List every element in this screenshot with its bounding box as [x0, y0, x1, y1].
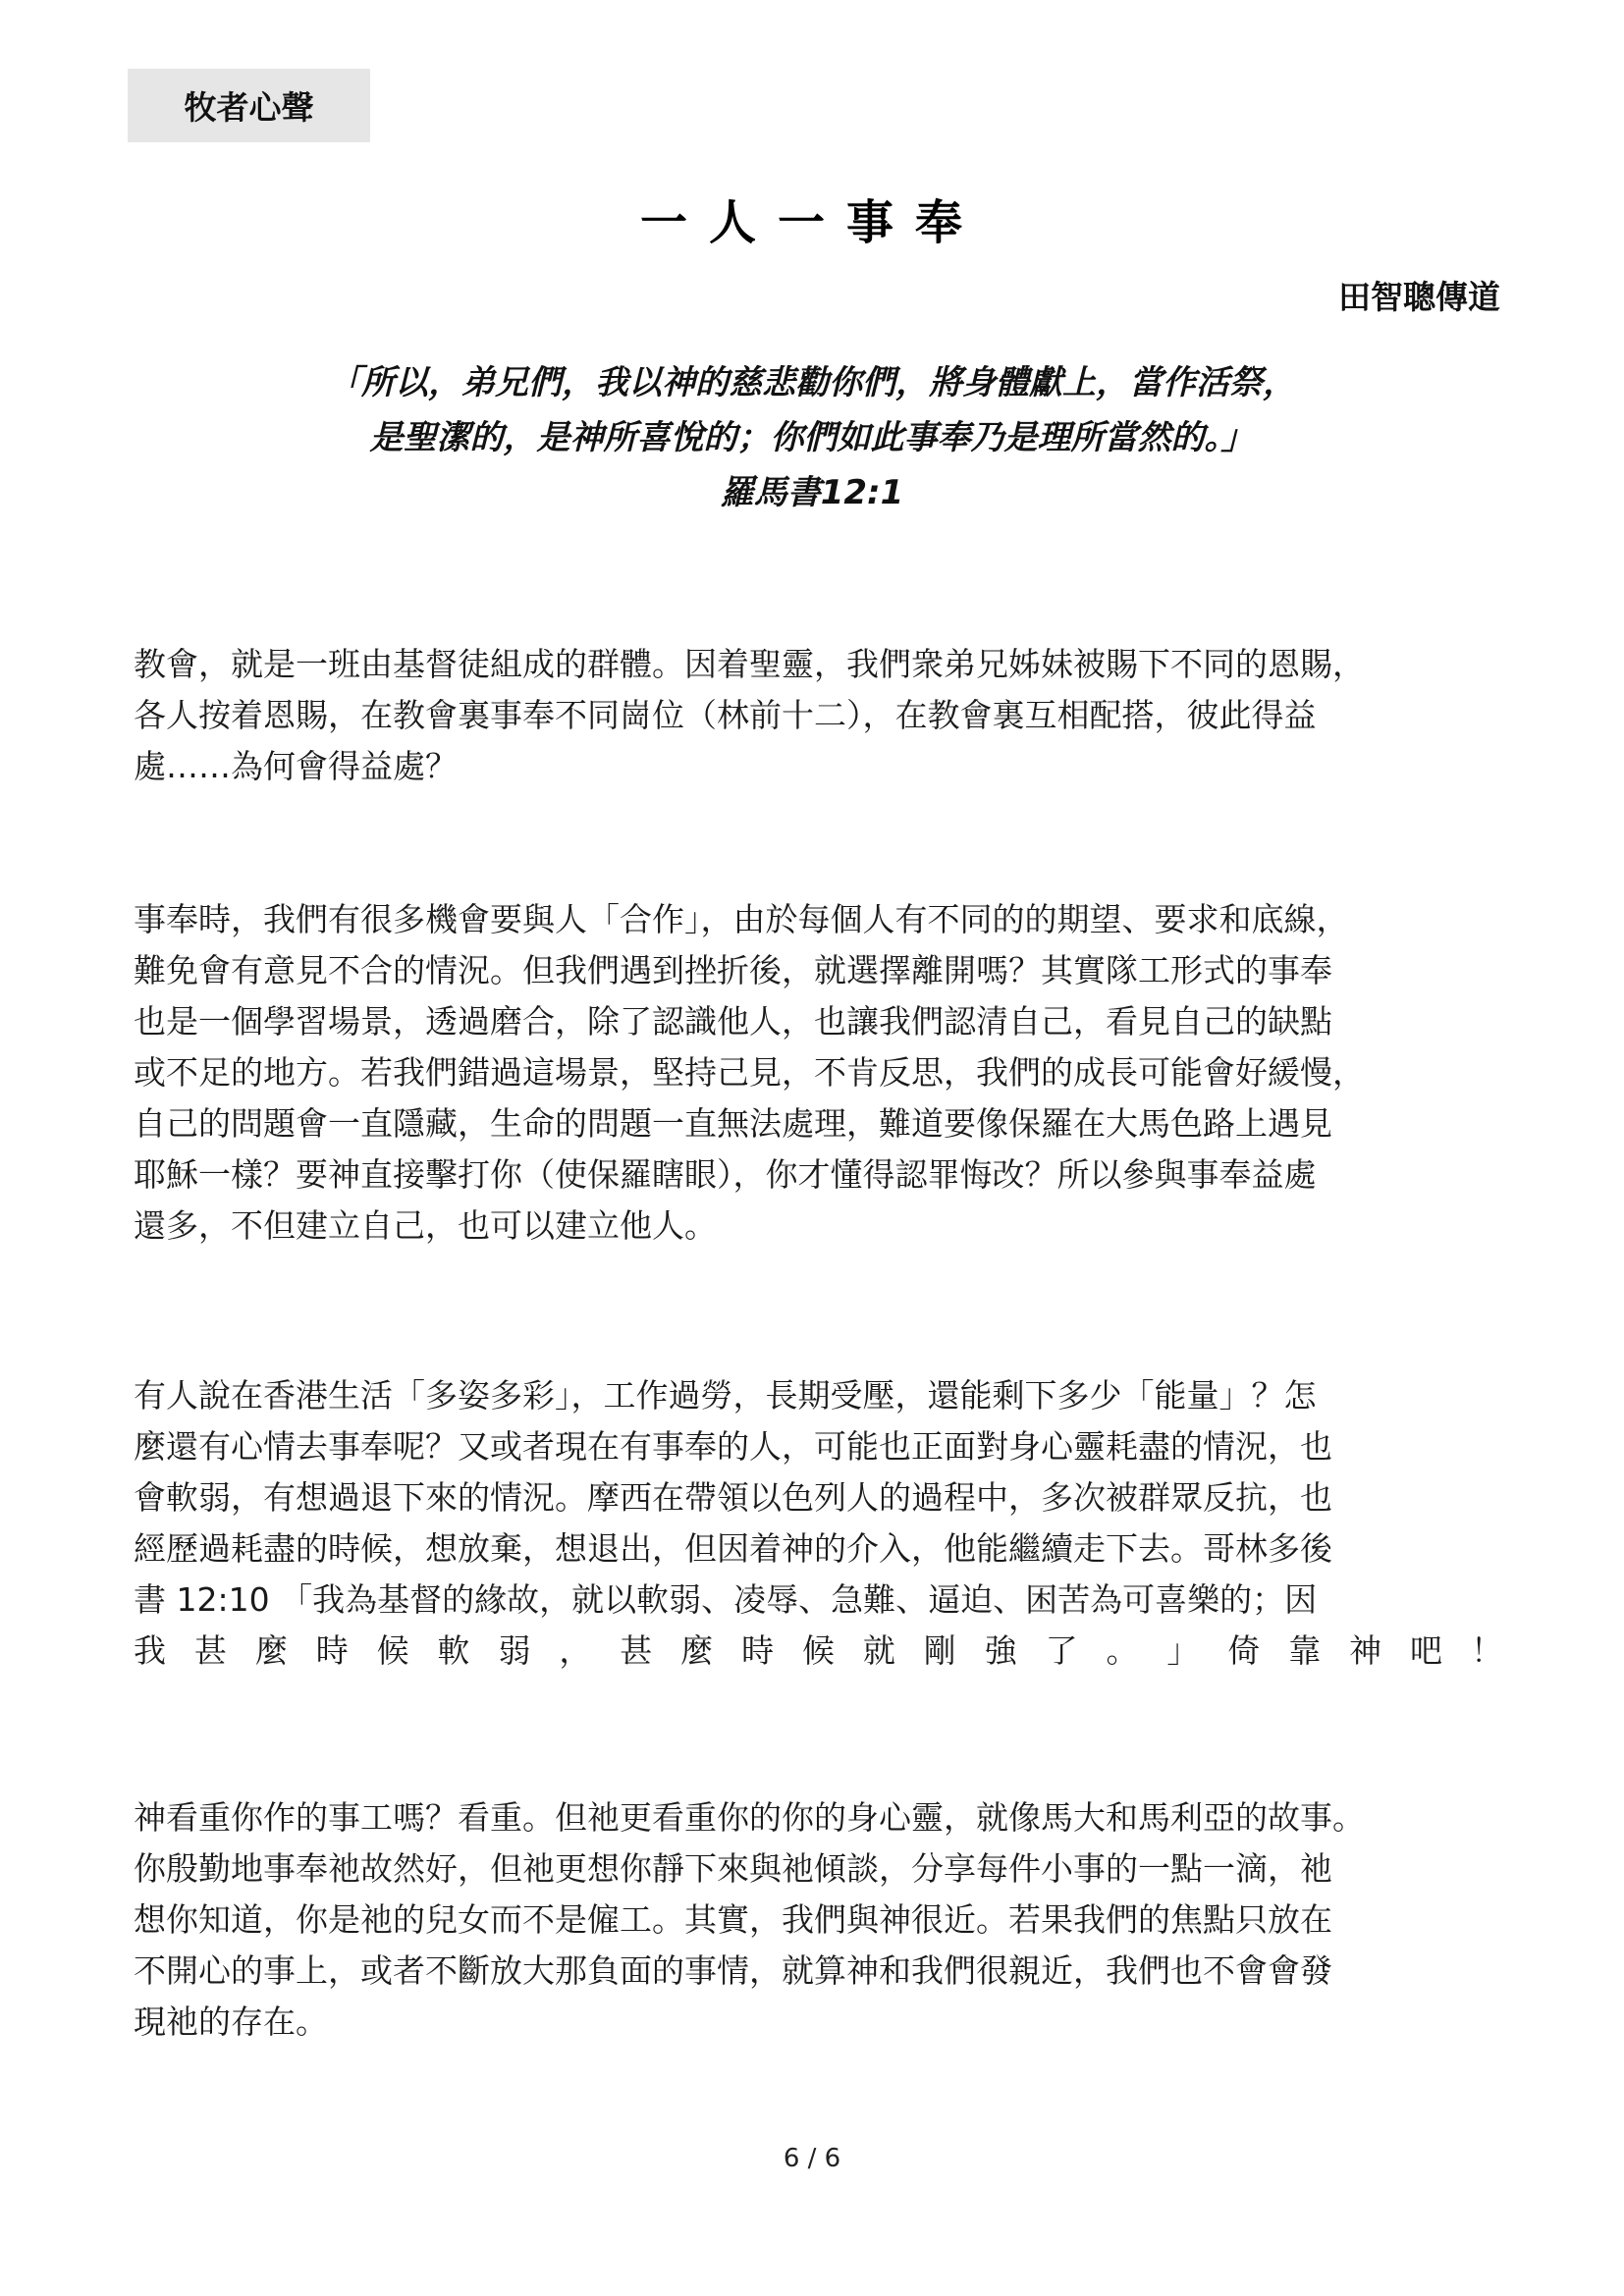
paragraph-line: 會軟弱，有想過退下來的情況。摩西在帶領以色列人的過程中，多次被群眾反抗，也: [134, 1478, 1332, 1517]
justified-char: 候: [376, 1631, 409, 1670]
justified-line: [134, 1626, 1503, 1677]
justified-char: 強: [984, 1631, 1017, 1670]
paragraph-line: 難免會有意見不合的情況。但我們遇到挫折後，就選擇離開嗎？其實隊工形式的事奉: [134, 951, 1332, 989]
paragraph-line: 處……為何會得益處？: [134, 747, 458, 785]
section-tag-label: 牧者心聲: [184, 88, 314, 127]
justified-char: 時: [741, 1631, 775, 1670]
justified-char: 麼: [680, 1631, 714, 1670]
paragraph-line: 神看重你作的事工嗎？看重。但祂更看重你的你的身心靈，就像馬大和馬利亞的故事。: [134, 1798, 1365, 1837]
justified-char: 就: [862, 1631, 895, 1670]
justified-char: 神: [1349, 1631, 1382, 1670]
paragraph-line: 有人說在香港生活「多姿多彩」，工作過勞，長期受壓，還能剩下多少「能量」？怎: [134, 1376, 1317, 1415]
justified-char: 。: [1106, 1631, 1139, 1670]
justified-char: 」: [1166, 1631, 1200, 1670]
paragraph-2: [134, 894, 1503, 1252]
paragraph-line: 你殷勤地事奉祂故然好，但祂更想你靜下來與祂傾談，分享每件小事的一點一滴，祂: [134, 1849, 1332, 1888]
justified-char: 靠: [1288, 1631, 1322, 1670]
verse-line: 「所以，弟兄們，我以神的慈悲勸你們，將身體獻上，當作活祭，: [328, 363, 1296, 402]
justified-char: 了: [1045, 1631, 1078, 1670]
justified-char: 吧: [1410, 1631, 1443, 1670]
verse-line: 是聖潔的，是神所喜悅的；你們如此事奉乃是理所當然的。」: [369, 418, 1255, 457]
paragraph-3: [134, 1370, 1503, 1677]
page-number: 6 / 6: [783, 2144, 841, 2173]
paragraph-line: 各人按着恩賜，在教會裏事奉不同崗位（林前十二），在教會裏互相配搭，彼此得益: [134, 696, 1317, 734]
justified-char: 甚: [193, 1631, 227, 1670]
paragraph-line: 教會，就是一班由基督徒組成的群體。因着聖靈，我們衆弟兄姊妹被賜下不同的恩賜，: [134, 645, 1365, 683]
paragraph-line: 還多，不但建立自己，也可以建立他人。: [134, 1206, 717, 1245]
paragraph-line: 麼還有心情去事奉呢？又或者現在有事奉的人，可能也正面對身心靈耗盡的情況，也: [134, 1427, 1332, 1466]
justified-char: ！: [1470, 1631, 1503, 1670]
justified-char: 甚: [620, 1631, 653, 1670]
paragraph-line: 自己的問題會一直隱藏，生命的問題一直無法處理，難道要像保羅在大馬色路上遇見: [134, 1104, 1332, 1143]
verse-reference: 羅馬書12:1: [720, 473, 904, 512]
justified-char: 我: [134, 1631, 166, 1670]
justified-char: 時: [315, 1631, 349, 1670]
scripture-quote: [0, 355, 1624, 520]
paragraph-line: 現祂的存在。: [134, 2002, 328, 2041]
justified-char: 候: [801, 1631, 835, 1670]
justified-char: ，: [559, 1631, 592, 1670]
justified-char: 麼: [254, 1631, 288, 1670]
paragraph-line: 不開心的事上，或者不斷放大那負面的事情，就算神和我們很親近，我們也不會會發: [134, 1951, 1332, 1990]
paragraph-4: [134, 1792, 1503, 2048]
page-title: 一人一事奉: [639, 195, 984, 250]
paragraph-line: 想你知道，你是祂的兒女而不是僱工。其實，我們與神很近。若果我們的焦點只放在: [134, 1900, 1332, 1939]
paragraph-1: [134, 639, 1503, 792]
justified-char: 弱: [498, 1631, 531, 1670]
paragraph-line: 書 12:10 「我為基督的緣故，就以軟弱、凌辱、急難、逼迫、困苦為可喜樂的；因: [134, 1580, 1318, 1619]
paragraph-line: 耶穌一樣？要神直接擊打你（使保羅瞎眼），你才懂得認罪悔改？所以參與事奉益處: [134, 1155, 1317, 1194]
paragraph-line: 經歷過耗盡的時候，想放棄，想退出，但因着神的介入，他能繼續走下去。哥林多後: [134, 1529, 1332, 1568]
justified-char: 倚: [1227, 1631, 1261, 1670]
paragraph-line: 事奉時，我們有很多機會要與人「合作」，由於每個人有不同的的期望、要求和底線，: [134, 900, 1349, 938]
author-name: 田智聰傳道: [1338, 278, 1500, 316]
paragraph-line: 或不足的地方。若我們錯過這場景，堅持己見，不肯反思，我們的成長可能會好緩慢，: [134, 1053, 1365, 1092]
paragraph-line: 也是一個學習場景，透過磨合，除了認識他人，也讓我們認清自己，看見自己的缺點: [134, 1002, 1332, 1041]
justified-char: 剛: [923, 1631, 956, 1670]
justified-char: 軟: [437, 1631, 470, 1670]
section-tag: [128, 69, 370, 142]
